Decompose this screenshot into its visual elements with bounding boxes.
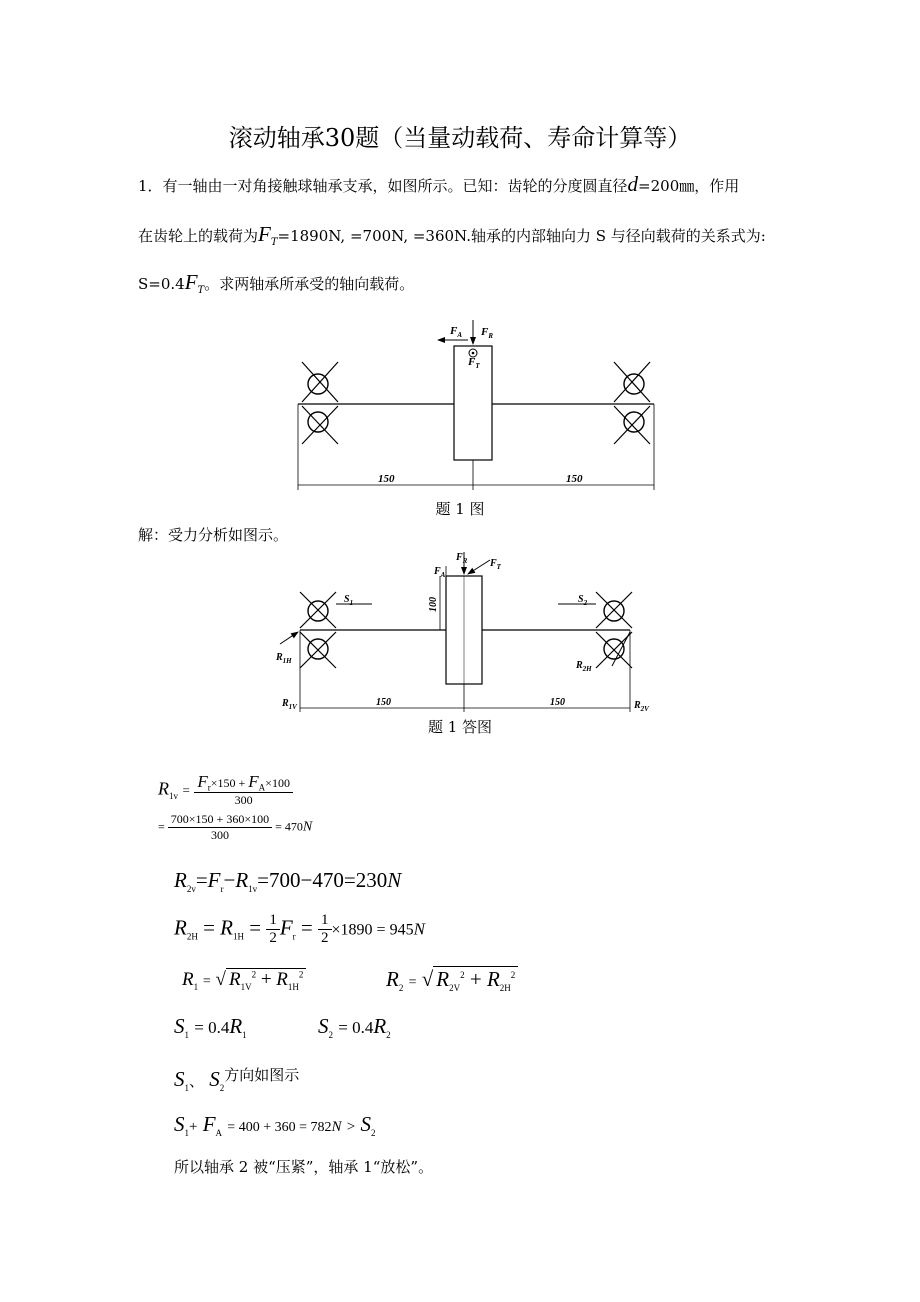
symbol-subscript: T bbox=[197, 285, 205, 296]
fig2-dim-right: 150 bbox=[550, 697, 565, 708]
problem-text: =1890N, =700N, =360N.轴承的内部轴向力 S 与径向载荷的关系式为: bbox=[277, 227, 766, 245]
fig2-r2v-label: $R_{2V}$ bbox=[634, 700, 649, 713]
fig1-dim-right: 150 bbox=[566, 473, 583, 485]
equation-s2: $S_2 = 0.4R_2$ bbox=[318, 1014, 391, 1041]
fig2-fa-label: $F_A$ bbox=[434, 566, 446, 579]
equation-r2h: $R_{2H} = R_{1H}$ = $\frac{1}{2}$ $F_r$ = $\frac{1}{2}$ ×1890 = 945N bbox=[174, 912, 425, 946]
fig2-dim-left: 150 bbox=[376, 697, 391, 708]
left-bearing-icon bbox=[302, 362, 338, 444]
equation-r2v: $R_{2v}=F_r-R_{1v}=700-470=230N$ bbox=[174, 868, 402, 895]
problem-text: 1．有一轴由一对角接触球轴承支承，如图所示。已知：齿轮的分度圆直径 bbox=[138, 177, 628, 195]
equation-r1: $R_1$ = √ $R_{1V}^2 + R_{1H}^2$ bbox=[182, 968, 306, 992]
equation-r2: $R_2$ = √ $R_{2V}^2 + R_{2H}^2$ bbox=[386, 966, 518, 993]
symbol-f: F bbox=[184, 270, 198, 294]
figure-1-diagram bbox=[280, 318, 680, 494]
problem-text: S=0.4 bbox=[138, 275, 185, 293]
fig1-dim-left: 150 bbox=[378, 473, 395, 485]
fig2-r1h-label: $R_{1H}$ bbox=[276, 652, 292, 665]
fig2-fr-label: $F_R$ bbox=[456, 552, 468, 565]
equation-compare: $S_1+ F_A = 400 + 360 = 782N > S_2$ bbox=[174, 1112, 376, 1139]
figure-2-caption: 题 1 答图 bbox=[427, 718, 493, 736]
problem-text: 。求两轴承所承受的轴向载荷。 bbox=[204, 275, 415, 293]
ft-arrow bbox=[468, 560, 490, 574]
problem-line-3 bbox=[138, 270, 414, 296]
fig1-fa-label: $F_A$ bbox=[450, 325, 463, 339]
conclusion: 所以轴承 2 被“压紧”，轴承 1“放松”。 bbox=[174, 1158, 434, 1176]
symbol-d: d bbox=[627, 172, 639, 196]
equation-r1v-value: = $\frac{700\times 150 + 360\times 100}{300}$ = 470N bbox=[158, 812, 313, 842]
fig2-ft-label: $F_T$ bbox=[490, 558, 501, 571]
r1h-arrow bbox=[280, 632, 298, 644]
fig2-s2-label: $S_2$ bbox=[578, 594, 588, 607]
symbol-f: F bbox=[258, 222, 271, 246]
equation-s-direction: $S_1$、 $S_2^{方向如图示}$ bbox=[174, 1066, 300, 1094]
equation-s1: $S_1 = 0.4R_1$ bbox=[174, 1014, 247, 1041]
fig2-r2h-label: $R_{2H}$ bbox=[576, 660, 592, 673]
fig2-s1-label: $S_1$ bbox=[344, 594, 354, 607]
problem-text: 在齿轮上的载荷为 bbox=[138, 227, 259, 245]
problem-text: =200㎜，作用 bbox=[638, 177, 740, 195]
fig2-r1v-label: $R_{1V}$ bbox=[282, 698, 297, 711]
figure-1-caption: 题 1 图 bbox=[435, 500, 485, 518]
problem-line-1 bbox=[138, 172, 739, 197]
fig1-fr-label: $F_R$ bbox=[481, 326, 494, 340]
equation-r1v: $R_{1v}$ = $\frac{F_r\times 150 + F_A\times 100}{300}$ bbox=[158, 772, 293, 808]
right-bearing-icon bbox=[614, 362, 650, 444]
page-title: 滚动轴承30题（当量动载荷、寿命计算等） bbox=[228, 124, 692, 152]
symbol-subscript: T bbox=[270, 237, 278, 248]
ft-dot-icon bbox=[472, 352, 475, 355]
solution-intro: 解：受力分析如图示。 bbox=[138, 526, 289, 544]
problem-line-2 bbox=[138, 222, 766, 248]
fig1-ft-label: $F_T$ bbox=[468, 356, 480, 370]
figure-2-diagram bbox=[268, 548, 668, 716]
fig2-dim-height: 100 bbox=[428, 597, 439, 612]
